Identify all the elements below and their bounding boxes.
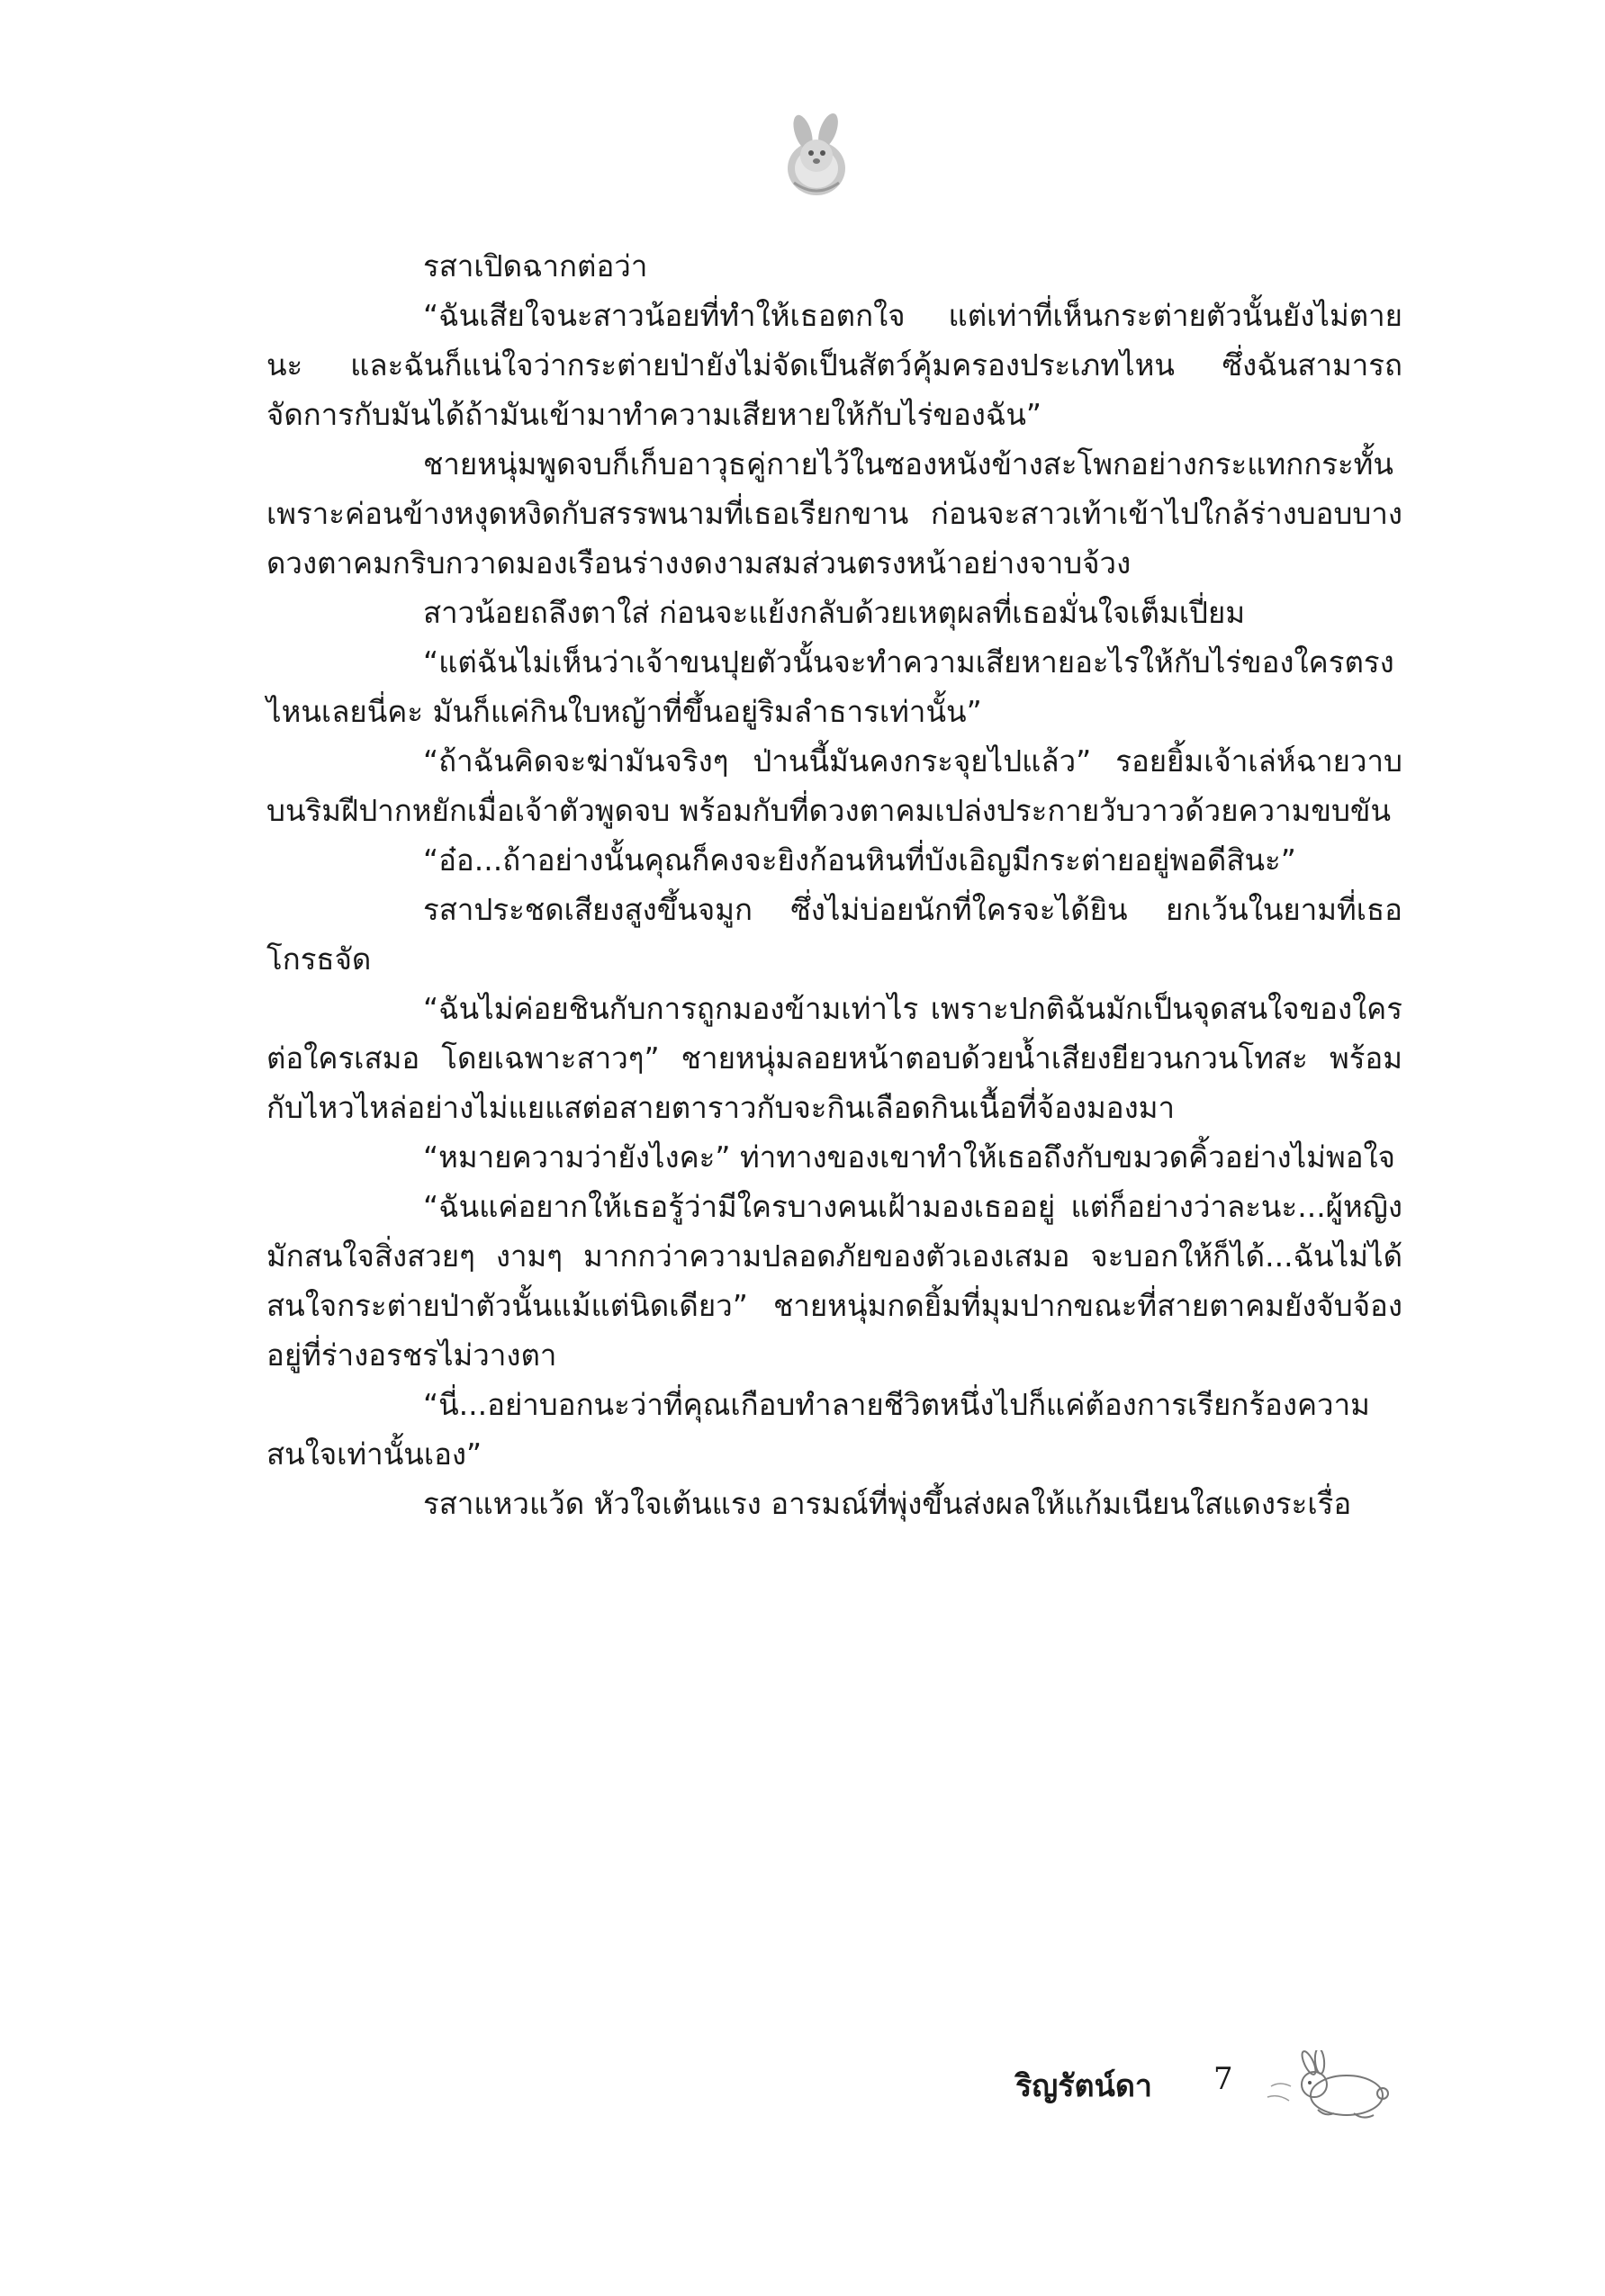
paragraph: สาวน้อยถลึงตาใส่ ก่อนจะแย้งกลับด้วยเหตุผลที่เธอมั่นใจเต็มเปี่ยม bbox=[423, 595, 1246, 630]
paragraph: “ถ้าฉันคิดจะฆ่ามันจริงๆ ป่านนี้มันคงกระจุยไปแล้ว” รอยยิ้มเจ้าเล่ห์ฉายวาบบนริมฝีปากหยักเมื่อเจ้าตัวพูดจบ พร้อมกับที่ดวงตาคมเปล่งประกายวับวาวด้วยความขบขัน bbox=[266, 743, 1402, 828]
paragraph: “ฉันเสียใจนะสาวน้อยที่ทำให้เธอตกใจ แต่เท่าที่เห็นกระต่ายตัวนั้นยังไม่ตายนะ และฉันก็แน่ใจว่ากระต่ายป่ายังไม่จัดเป็นสัตว์คุ้มครองประเภทไหน ซึ่งฉันสามารถจัดการกับมันได้ถ้ามันเข้ามาทำความเสียหายให้กับไร่ของฉัน” bbox=[266, 298, 1402, 432]
paragraph: “อ๋อ...ถ้าอย่างนั้นคุณก็คงจะยิงก้อนหินที่บังเอิญมีกระต่ายอยู่พอดีสินะ” bbox=[423, 842, 1296, 878]
cartoon-rabbit-emblem-icon bbox=[776, 113, 857, 203]
page-footer bbox=[1015, 2050, 1438, 2122]
paragraph: “นี่...อย่าบอกนะว่าที่คุณเกือบทำลายชีวิตหนึ่งไปก็แค่ต้องการเรียกร้องความสนใจเท่านั้นเอง” bbox=[266, 1387, 1370, 1472]
paragraph: “หมายความว่ายังไงคะ” ท่าทางของเขาทำให้เธอถึงกับขมวดคิ้วอย่างไม่พอใจ bbox=[423, 1139, 1395, 1175]
paragraph: รสาประชดเสียงสูงขึ้นจมูก ซึ่งไม่บ่อยนักที่ใครจะได้ยิน ยกเว้นในยามที่เธอโกรธจัด bbox=[266, 892, 1402, 977]
page-number: 7 bbox=[1213, 2061, 1233, 2097]
paragraph: ชายหนุ่มพูดจบก็เก็บอาวุธคู่กายไว้ในซองหนังข้างสะโพกอย่างกระแทกกระทั้น เพราะค่อนข้างหงุดหงิดกับสรรพนามที่เธอเรียกขาน ก่อนจะสาวเท้าเข้าไปใกล้ร่างบอบบาง ดวงตาคมกริบกวาดมองเรือนร่างงดงามสมส่วนตรงหน้าอย่างจาบจ้วง bbox=[266, 446, 1402, 581]
paragraph: รสาแหวแว้ด หัวใจเต้นแรง อารมณ์ที่พุ่งขึ้นส่งผลให้แก้มเนียนใสแดงระเรื่อ bbox=[423, 1486, 1352, 1521]
paragraph: “แต่ฉันไม่เห็นว่าเจ้าขนปุยตัวนั้นจะทำความเสียหายอะไรให้กับไร่ของใครตรงไหนเลยนี่คะ มันก็แค่กินใบหญ้าที่ขึ้นอยู่ริมลำธารเท่านั้น” bbox=[266, 644, 1394, 729]
paragraph: “ฉันแค่อยากให้เธอรู้ว่ามีใครบางคนเฝ้ามองเธออยู่ แต่ก็อย่างว่าละนะ...ผู้หญิงมักสนใจสิ่งสวยๆ งามๆ มากกว่าความปลอดภัยของตัวเองเสมอ จะบอกให้ก็ได้...ฉันไม่ได้สนใจกระต่ายป่าตัวนั้นแม้แต่นิดเดียว” ชายหนุ่มกดยิ้มที่มุมปากขณะที่สายตาคมยังจับจ้องอยู่ที่ร่างอรชรไม่วางตา bbox=[266, 1189, 1402, 1373]
rabbit-sketch-icon bbox=[1264, 2050, 1408, 2124]
author-name: ริญรัตน์ดา bbox=[1015, 2068, 1152, 2104]
paragraph: “ฉันไม่ค่อยชินกับการถูกมองข้ามเท่าไร เพราะปกติฉันมักเป็นจุดสนใจของใครต่อใครเสมอ โดยเฉพาะสาวๆ” ชายหนุ่มลอยหน้าตอบด้วยน้ำเสียงยียวนกวนโทสะ พร้อมกับไหวไหล่อย่างไม่แยแสต่อสายตาราวกับจะกินเลือดกินเนื้อที่จ้องมองมา bbox=[266, 991, 1402, 1125]
paragraph: รสาเปิดฉากต่อว่า bbox=[423, 248, 648, 284]
story-text bbox=[266, 241, 1402, 1528]
